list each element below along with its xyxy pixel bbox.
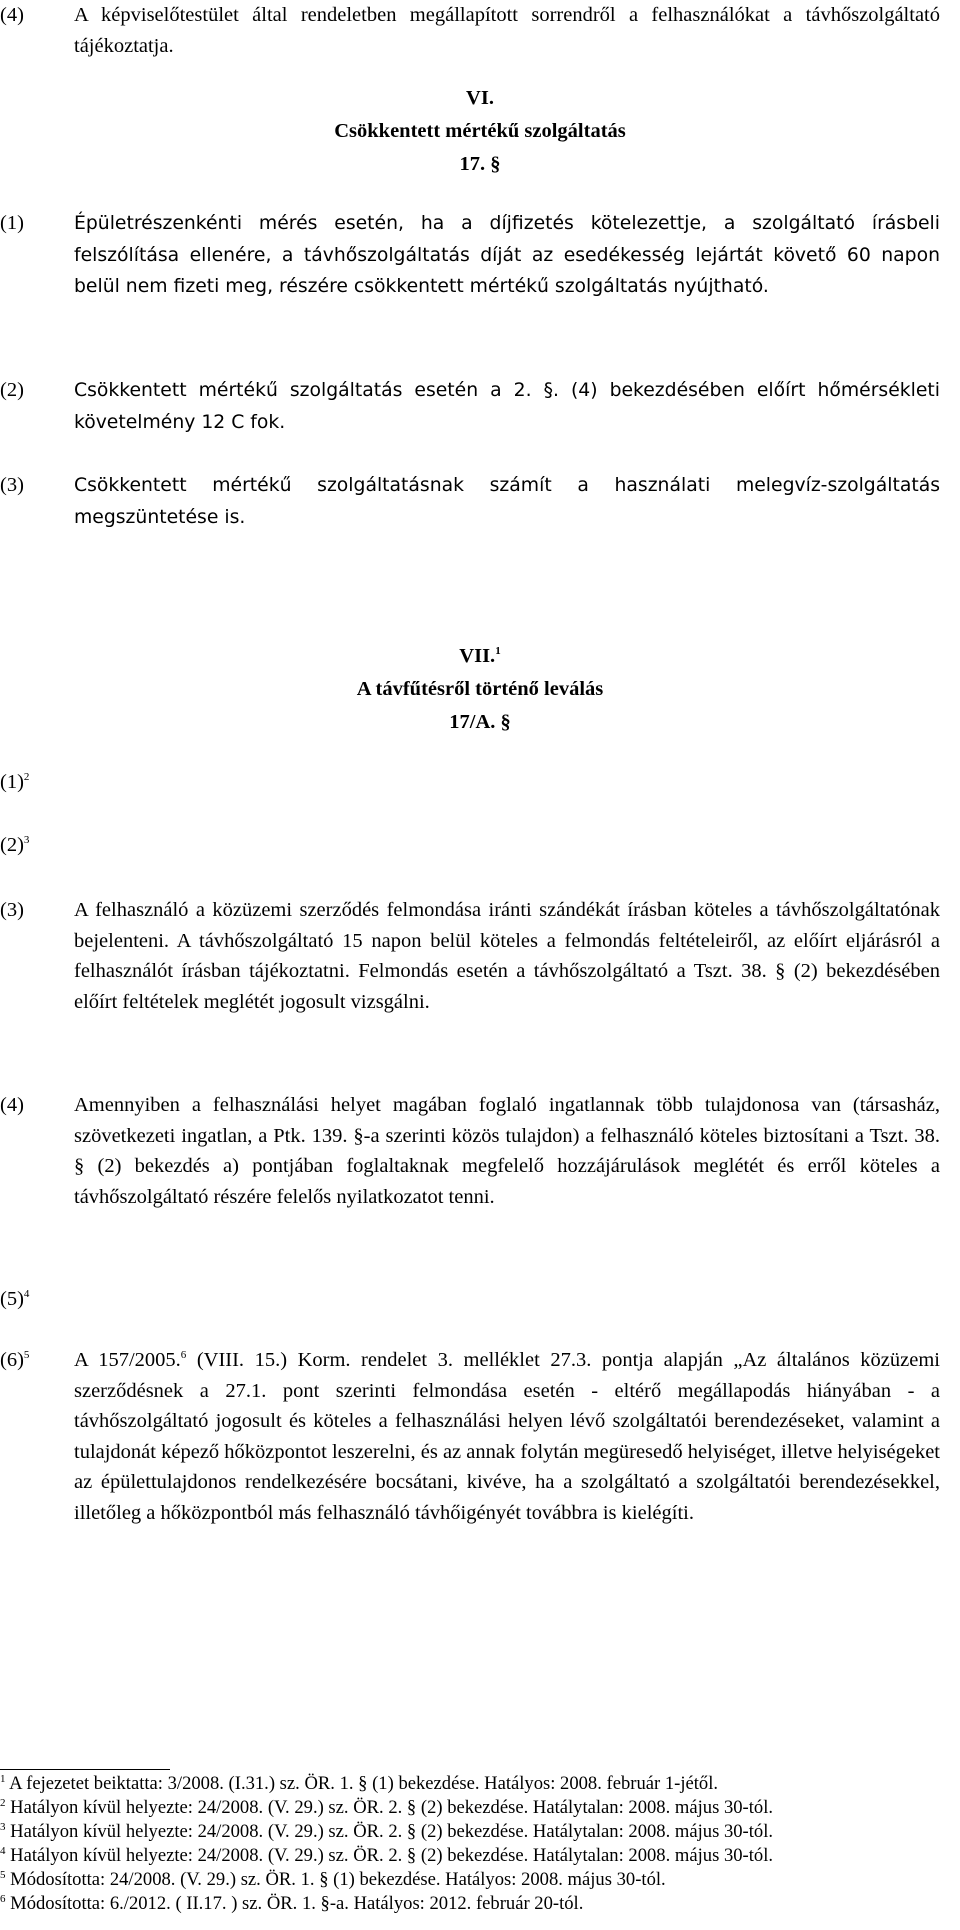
footnote-4: $^4$ Hatályon kívül helyezte: 24/2008. (V. 29.) sz. ÖR. 2. § (2) bekezdése. Hatálytalan: 2008. május 30-tól. <box>0 1845 774 1866</box>
paragraph-text: Csökkentett mértékű szolgáltatásnak számít a használati melegvíz-szolgáltatás megszüntetése is. <box>74 475 940 528</box>
section-number: 17. § <box>459 153 501 175</box>
chapter-title: Csökkentett mértékű szolgáltatás <box>334 120 626 142</box>
footnote-marker: 2 <box>0 1797 6 1809</box>
paragraph-text: A képviselőtestület által rendeletben megállapított sorrendről a felhasználókat a távhőszolgáltató tájékoztatja. <box>74 4 940 57</box>
footnote-ref[interactable]: 6 <box>180 1349 187 1361</box>
chapter-roman: VII. <box>459 645 496 667</box>
section-number: 17/A. § <box>449 711 511 733</box>
footnote-separator <box>0 1769 170 1770</box>
footnote-2: $^2$ Hatályon kívül helyezte: 24/2008. (V. 29.) sz. ÖR. 2. § (2) bekezdése. Hatálytalan: 2008. május 30-tól. <box>0 1797 774 1818</box>
footnote-marker: 1 <box>0 1773 6 1785</box>
paragraph-number: $(1)^2$ <box>0 771 30 793</box>
paragraph-number: (3) <box>0 899 24 921</box>
paragraph-number: $(5)^4$ <box>0 1288 30 1310</box>
footnote-ref[interactable]: 1 <box>495 645 501 657</box>
paragraph-number: (3) <box>0 474 24 496</box>
paragraph-text: A 157/2005.$^6$ (VIII. 15.) Korm. rendelet 3. melléklet 27.3. pontja alapján „Az általános közüzemi szerződésnek a 27.1. pont szerinti felmondása esetén - eltérő megállapodás hiányában - a távhőszolgáltató jogosult és köteles a felhasználási helyen lévő szolgáltatói berendezéseket, valamint a tulajdonát képező hőközpontot leszerelni, és az annak folytán megüresedő helyiséget, illetve helyiségeket az épülettulajdonos rendelkezésére bocsátani, kivéve, ha a szolgáltató a szolgáltatói berendezésekkel, illetőleg a hőközpontból más felhasználó távhőigényét továbbra is kielégíti. <box>74 1349 940 1524</box>
paragraph-number: (4) <box>0 1094 24 1116</box>
footnote-6: $^6$ Módosította: 6./2012. ( II.17. ) sz. ÖR. 1. §-a. Hatályos: 2012. február 20-tól. <box>0 1893 584 1914</box>
paragraph-text: Amennyiben a felhasználási helyet magában foglaló ingatlannak több tulajdonosa van (társasház, szövetkezeti ingatlan, a Ptk. 139. §-a szerinti közös tulajdon) a felhasználó köteles biztosítani a Tszt. 38. § (2) bekezdés a) pontjában foglaltaknak megfelelő hozzájárulások meglétét és erről köteles a távhőszolgáltató részére felelős nyilatkozatot tenni. <box>74 1094 940 1208</box>
footnote-3: $^3$ Hatályon kívül helyezte: 24/2008. (V. 29.) sz. ÖR. 2. § (2) bekezdése. Hatálytalan: 2008. május 30-tól. <box>0 1821 774 1842</box>
footnote-ref[interactable]: 4 <box>23 1288 30 1300</box>
chapter-number: VI. <box>466 87 494 109</box>
footnote-1: $^1$ A fejezetet beiktatta: 3/2008. (I.31.) sz. ÖR. 1. § (1) bekezdése. Hatályos: 2008. február 1-jétől. <box>0 1773 719 1794</box>
paragraph-number: $(6)^5$ <box>0 1349 30 1371</box>
paragraph-text: Épületrészenkénti mérés esetén, ha a díjfizetés kötelezettje, a szolgáltató írásbeli felszólítása ellenére, a távhőszolgáltatás díját az esedékesség lejártát követő 60 napon belül nem fizeti meg, részére csökkentett mértékű szolgáltatás nyújtható. <box>74 213 940 297</box>
footnote-ref[interactable]: 5 <box>23 1349 30 1361</box>
footnote-ref[interactable]: 3 <box>23 834 30 846</box>
chapter-number <box>0 640 960 673</box>
paragraph-text: Csökkentett mértékű szolgáltatás esetén a 2. §. (4) bekezdésében előírt hőmérsékleti követelmény 12 C fok. <box>74 380 940 433</box>
paragraph-text: A felhasználó a közüzemi szerződés felmondása iránti szándékát írásban köteles a távhőszolgáltatónak bejelenteni. A távhőszolgáltató 15 napon belül köteles a felmondás feltételeiről, az előírt eljárásról a felhasználót írásban tájékoztatni. Felmondás esetén a távhőszolgáltató a Tszt. 38. § (2) bekezdésében előírt feltételek meglétét jogosult vizsgálni. <box>74 899 940 1013</box>
chapter-title: A távfűtésről történő leválás <box>356 678 604 700</box>
paragraph-number: (2) <box>0 379 24 401</box>
footnote-marker: 5 <box>0 1869 6 1881</box>
paragraph-number: (1) <box>0 212 24 234</box>
footnote-ref[interactable]: 2 <box>23 771 30 783</box>
footnote-marker: 4 <box>0 1845 6 1857</box>
footnote-marker: 6 <box>0 1893 6 1905</box>
paragraph-number: (4) <box>0 4 24 26</box>
footnote-marker: 3 <box>0 1821 6 1833</box>
paragraph-number: $(2)^3$ <box>0 834 30 856</box>
footnote-5: $^5$ Módosította: 24/2008. (V. 29.) sz. ÖR. 1. § (1) bekezdése. Hatályos: 2008. május 30-tól. <box>0 1869 666 1890</box>
